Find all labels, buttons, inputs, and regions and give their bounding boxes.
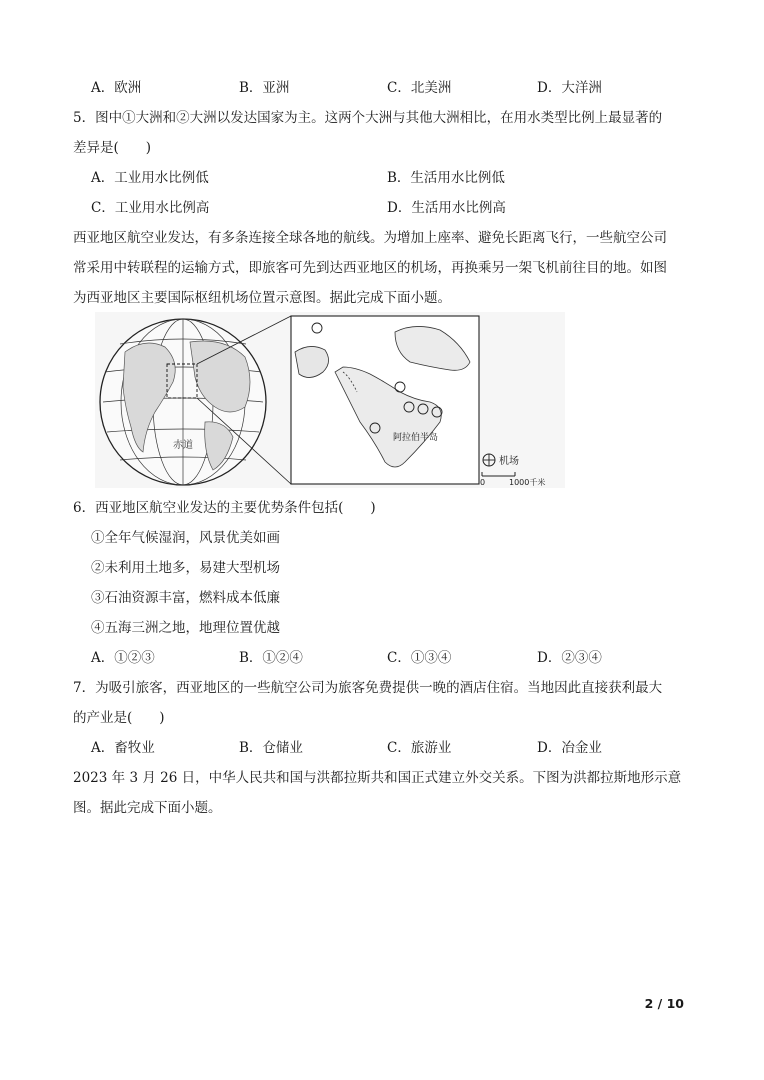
q7-option-b: B．仓储业 xyxy=(239,740,303,756)
scale-zero: 0 xyxy=(480,478,486,487)
globe xyxy=(100,319,266,485)
q7-option-d: D．冶金业 xyxy=(537,740,602,756)
q6-option-b: B．①②④ xyxy=(239,650,303,666)
q6-item-2: ②未利用土地多，易建大型机场 xyxy=(91,560,280,576)
q6-option-a: A．①②③ xyxy=(91,650,155,666)
q5-stem-line2: 差异是( ) xyxy=(73,140,152,156)
q5-option-c: C．工业用水比例高 xyxy=(91,200,210,216)
q6-stem: 6．西亚地区航空业发达的主要优势条件包括( ) xyxy=(73,500,376,516)
scale-label: 1000千米 xyxy=(509,478,546,487)
q6-item-3: ③石油资源丰富，燃料成本低廉 xyxy=(91,590,280,606)
q7-stem-line1: 7．为吸引旅客，西亚地区的一些航空公司为旅客免费提供一晚的酒店住宿。当地因此直接获利最大 xyxy=(73,680,663,696)
page-number: 2 / 10 xyxy=(644,996,684,1011)
intro2-line2: 图。据此完成下面小题。 xyxy=(73,800,222,816)
q5-option-b: B．生活用水比例低 xyxy=(387,170,505,186)
q7-stem-line2: 的产业是( ) xyxy=(73,710,165,726)
q5-option-d: D．生活用水比例高 xyxy=(387,200,506,216)
q6-option-c: C．①③④ xyxy=(387,650,452,666)
q4-option-d: D．大洋洲 xyxy=(537,80,602,96)
q7-option-a: A．畜牧业 xyxy=(91,740,155,756)
q4-option-c: C．北美洲 xyxy=(387,80,452,96)
q4-option-b: B．亚洲 xyxy=(239,80,290,96)
equator-label: 赤道 xyxy=(173,440,193,451)
west-asia-airport-map-figure xyxy=(95,312,565,488)
q4-option-a: A．欧洲 xyxy=(91,80,142,96)
intro1-line3: 为西亚地区主要国际枢纽机场位置示意图。据此完成下面小题。 xyxy=(73,290,451,306)
q5-stem-line1: 5．图中①大洲和②大洲以发达国家为主。这两个大洲与其他大洲相比，在用水类型比例上最显著的 xyxy=(73,110,663,126)
intro1-line1: 西亚地区航空业发达，有多条连接全球各地的航线。为增加上座率、避免长距离飞行，一些航空公司 xyxy=(73,230,667,246)
intro1-line2: 常采用中转联程的运输方式，即旅客可先到达西亚地区的机场，再换乘另一架飞机前往目的地。如图 xyxy=(73,260,667,276)
q7-option-c: C．旅游业 xyxy=(387,740,452,756)
q5-option-a: A．工业用水比例低 xyxy=(91,170,209,186)
intro2-line1: 2023 年 3 月 26 日，中华人民共和国与洪都拉斯共和国正式建立外交关系。下图为洪都拉斯地形示意 xyxy=(73,770,682,786)
q6-option-d: D．②③④ xyxy=(537,650,602,666)
legend-label: 机场 xyxy=(499,456,519,467)
q6-item-4: ④五海三洲之地，地理位置优越 xyxy=(91,620,280,636)
peninsula-label: 阿拉伯半岛 xyxy=(393,433,439,443)
q6-item-1: ①全年气候湿润，风景优美如画 xyxy=(91,530,280,546)
